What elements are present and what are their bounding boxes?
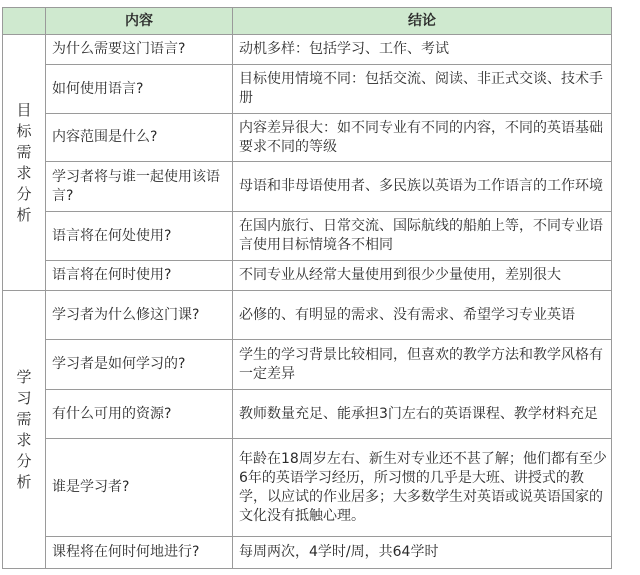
table-row: [3, 65, 612, 114]
content-cell: 学习者是如何学习的?: [46, 340, 233, 390]
conclusion-cell: 教师数量充足、能承担3门左右的英语课程、教学材料充足: [233, 390, 612, 439]
table-row: [3, 390, 612, 439]
conclusion-cell: 目标使用情境不同：包括交流、阅读、非正式交谈、技术手册: [233, 65, 612, 114]
header-corner-cell: [3, 8, 46, 35]
conclusion-cell: 动机多样：包括学习、工作、考试: [233, 35, 612, 65]
table-row: [3, 439, 612, 537]
table-row: [3, 537, 612, 569]
content-cell: 内容范围是什么?: [46, 114, 233, 162]
conclusion-cell: 年龄在18周岁左右、新生对专业还不甚了解；他们都有至少6年的英语学习经历，所习惯的几乎是大班、讲授式的教学，以应试的作业居多；大多数学生对英语或说英语国家的文化没有抵触心理。: [233, 439, 612, 537]
group-label-learning-needs: 学习需求分析: [3, 291, 46, 569]
table-row: [3, 340, 612, 390]
content-cell: 语言将在何时使用?: [46, 261, 233, 291]
conclusion-cell: 在国内旅行、日常交流、国际航线的船舶上等，不同专业语言使用目标情境各不相同: [233, 212, 612, 261]
table-row: [3, 261, 612, 291]
content-cell: 谁是学习者?: [46, 439, 233, 537]
content-cell: 学习者将与谁一起使用该语言?: [46, 162, 233, 212]
conclusion-cell: 每周两次，4学时/周，共64学时: [233, 537, 612, 569]
conclusion-cell: 母语和非母语使用者、多民族以英语为工作语言的工作环境: [233, 162, 612, 212]
header-row: [3, 8, 612, 35]
content-cell: 学习者为什么修这门课?: [46, 291, 233, 340]
conclusion-cell: 内容差异很大：如不同专业有不同的内容，不同的英语基础要求不同的等级: [233, 114, 612, 162]
header-content: 内容: [46, 8, 233, 35]
group-label-target-needs: 目标需求分析: [3, 35, 46, 291]
content-cell: 如何使用语言?: [46, 65, 233, 114]
conclusion-cell: 必修的、有明显的需求、没有需求、希望学习专业英语: [233, 291, 612, 340]
needs-analysis-table: [2, 7, 612, 569]
content-cell: 为什么需要这门语言?: [46, 35, 233, 65]
table-row: [3, 291, 612, 340]
table-row: [3, 162, 612, 212]
content-cell: 语言将在何处使用?: [46, 212, 233, 261]
content-cell: 课程将在何时何地进行?: [46, 537, 233, 569]
table-row: [3, 114, 612, 162]
table-row: [3, 35, 612, 65]
table-row: [3, 212, 612, 261]
conclusion-cell: 学生的学习背景比较相同，但喜欢的教学方法和教学风格有一定差异: [233, 340, 612, 390]
conclusion-cell: 不同专业从经常大量使用到很少少量使用，差别很大: [233, 261, 612, 291]
content-cell: 有什么可用的资源?: [46, 390, 233, 439]
header-conclusion: 结论: [233, 8, 612, 35]
